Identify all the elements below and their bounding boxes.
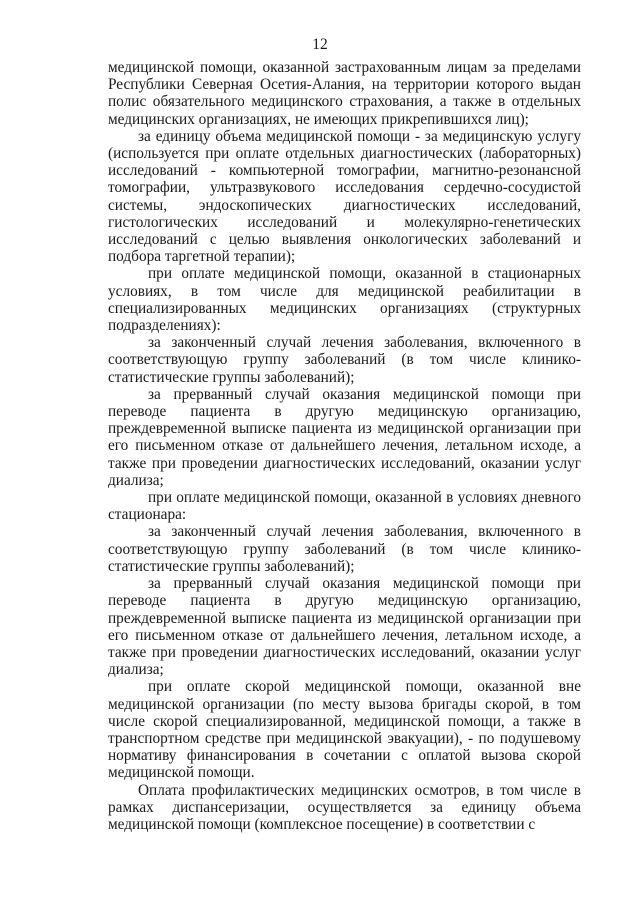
paragraph: медицинской помощи, оказанной застрахованным лицам за пределами Республики Северная Осетия-Алания, на территории которого выдан полис обязательного медицинского страхования, а также в отдельных медицинских организациях, не имеющих прикрепившихся лиц); (108, 59, 581, 128)
document-body (108, 59, 581, 833)
paragraph: за единицу объема медицинской помощи - за медицинскую услугу (используется при оплате отдельных диагностических (лабораторных) исследований - компьютерной томографии, магнитно-резонансной томографии, ультразвукового исследования сердечно-сосудистой системы, эндоскопических диагностических исследований, гистологических исследований и молекулярно-генетических исследований с целью выявления онкологических заболеваний и подбора таргетной терапии); (108, 127, 581, 266)
paragraph: при оплате медицинской помощи, оказанной в стационарных условиях, в том числе для медицинской реабилитации в специализированных медицинских организациях (структурных подразделениях): (108, 265, 581, 335)
page-number: 12 (312, 36, 328, 53)
paragraph: за прерванный случай оказания медицинской помощи при переводе пациента в другую медицинскую организацию, преждевременной выписке пациента из медицинской организации при его письменном отказе от дальнейшего лечения, летальном исходе, а также при проведении диагностических исследований, оказании услуг диализа; (108, 385, 581, 489)
paragraph: за законченный случай лечения заболевания, включенного в соответствующую группу заболеваний (в том числе клинико-статистические группы заболеваний); (108, 523, 581, 575)
paragraph: за прерванный случай оказания медицинской помощи при переводе пациента в другую медицинскую организацию, преждевременной выписке пациента из медицинской организации при его письменном отказе от дальнейшего лечения, летальном исходе, а также при проведении диагностических исследований, оказании услуг диализа; (108, 575, 581, 679)
paragraph: при оплате медицинской помощи, оказанной в условиях дневного стационара: (108, 489, 581, 524)
paragraph: за законченный случай лечения заболевания, включенного в соответствующую группу заболеваний (в том числе клинико-статистические группы заболеваний); (108, 334, 581, 386)
paragraph: при оплате скорой медицинской помощи, оказанной вне медицинской организации (по месту вызова бригады скорой, в том числе скорой специализированной, медицинской помощи, а также в транспортном средстве при медицинской эвакуации), - по подушевому нормативу финансирования в сочетании с оплатой вызова скорой медицинской помощи. (108, 678, 581, 782)
paragraph: Оплата профилактических медицинских осмотров, в том числе в рамках диспансеризации, осуществляется за единицу объема медицинской помощи (комплексное посещение) в соответствии с (108, 781, 581, 833)
